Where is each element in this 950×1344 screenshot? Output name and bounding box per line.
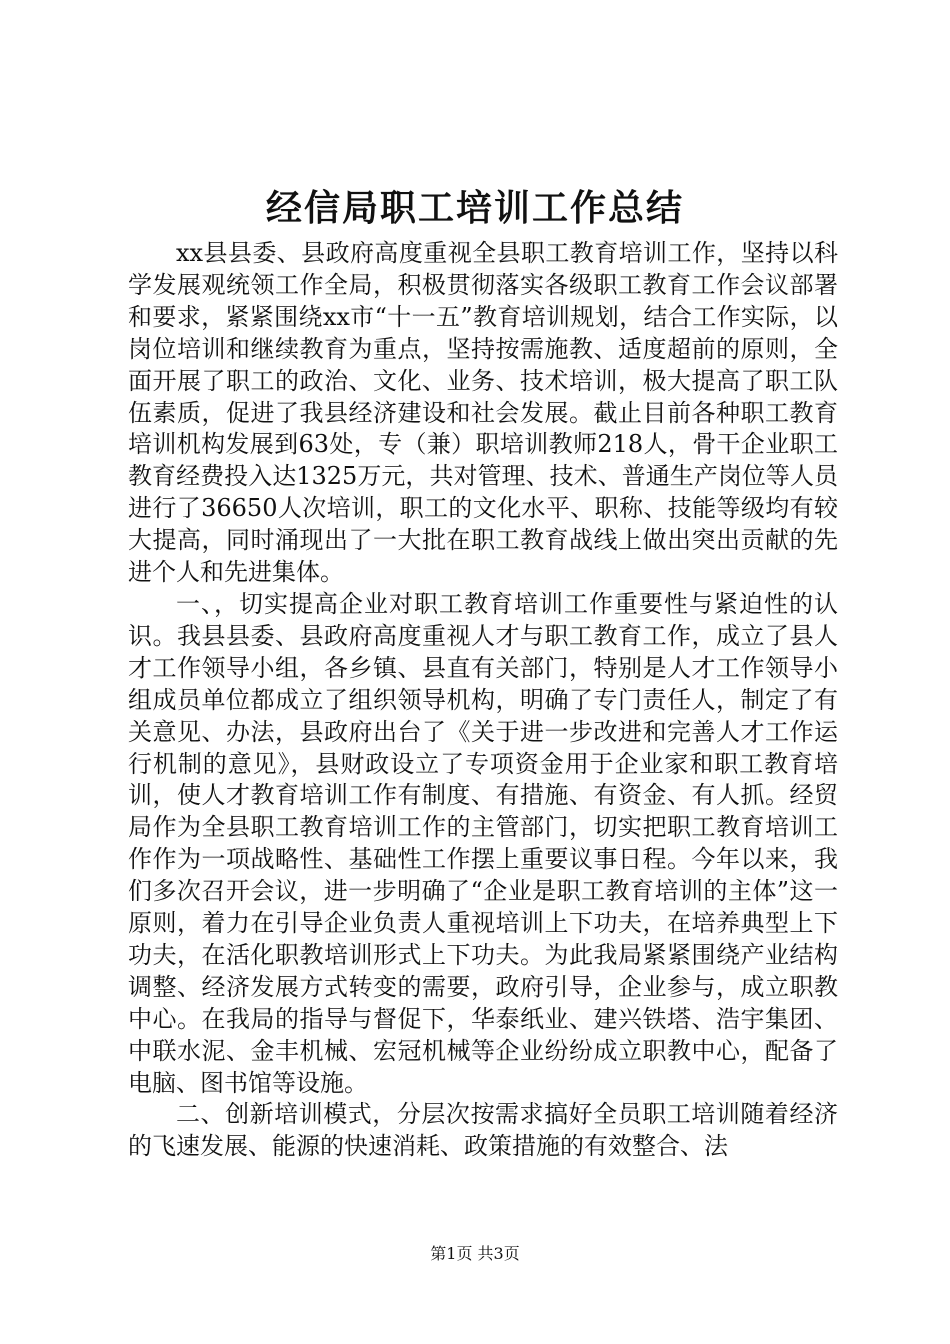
paragraph-section-2: 二、创新培训模式，分层次按需求搞好全员职工培训随着经济的飞速发展、能源的快速消耗、政策措施的有效整合、法: [128, 1100, 838, 1161]
document-body: [128, 238, 838, 1163]
paragraph-intro: xx县县委、县政府高度重视全县职工教育培训工作，坚持以科学发展观统领工作全局，积极贯彻落实各级职工教育工作会议部署和要求，紧紧围绕xx市“十一五”教育培训规划，结合工作实际，以岗位培训和继续教育为重点，坚持按需施教、适度超前的原则，全面开展了职工的政治、文化、业务、技术培训，极大提高了职工队伍素质，促进了我县经济建设和社会发展。截止目前各种职工教育培训机构发展到63处，专（兼）职培训教师218人，骨干企业职工教育经费投入达1325万元，共对管理、技术、普通生产岗位等人员进行了36650人次培训，职工的文化水平、职称、技能等级均有较大提高，同时涌现出了一大批在职工教育战线上做出突出贡献的先进个人和先进集体。: [128, 239, 838, 587]
paragraph-section-1: 一、，切实提高企业对职工教育培训工作重要性与紧迫性的认识。我县县委、县政府高度重视人才与职工教育工作，成立了县人才工作领导小组，各乡镇、县直有关部门，特别是人才工作领导小组成员单位都成立了组织领导机构，明确了专门责任人，制定了有关意见、办法，县政府出台了《关于进一步改进和完善人才工作运行机制的意见》，县财政设立了专项资金用于企业家和职工教育培训，使人才教育培训工作有制度、有措施、有资金、有人抓。经贸局作为全县职工教育培训工作的主管部门，切实把职工教育培训工作作为一项战略性、基础性工作摆上重要议事日程。今年以来，我们多次召开会议，进一步明确了“企业是职工教育培训的主体”这一原则，着力在引导企业负责人重视培训上下功夫，在培养典型上下功夫，在活化职教培训形式上下功夫。为此我局紧紧围绕产业结构调整、经济发展方式转变的需要，政府引导，企业参与，成立职教中心。在我局的指导与督促下，华泰纸业、建兴铁塔、浩宇集团、中联水泥、金丰机械、宏冠机械等企业纷纷成立职教中心，配备了电脑、图书馆等设施。: [128, 589, 838, 1097]
document-title: 经信局职工培训工作总结: [265, 187, 684, 229]
page-number-footer: 第1页 共3页: [430, 1244, 520, 1263]
